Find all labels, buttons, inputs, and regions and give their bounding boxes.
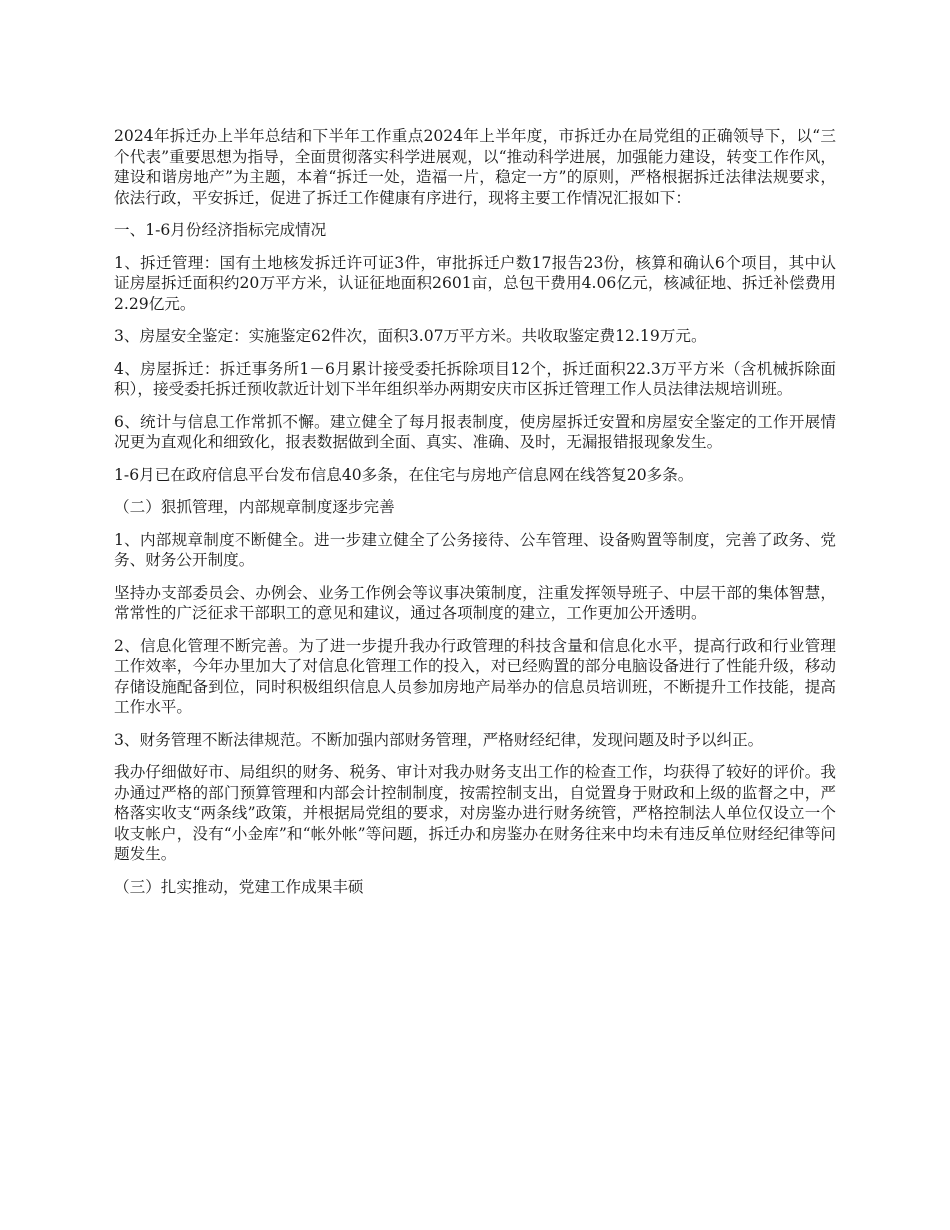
section-heading-management: （二）狠抓管理，内部规章制度逐步完善 [114, 498, 395, 516]
document-body [114, 126, 836, 909]
paragraph-finance: 3、财务管理不断法律规范。不断加强内部财务管理，严格财经纪律，发现问题及时予以纠正。 [114, 730, 764, 749]
paragraph-internal-rules: 1、内部规章制度不断健全。进一步建立健全了公务接待、公车管理、设备购置等制度，完善了政务、党务、财务公开制度。 [114, 530, 836, 569]
section-heading-economic-indicators: 一、1-6月份经济指标完成情况 [114, 221, 327, 239]
paragraph-housing-safety: 3、房屋安全鉴定：实施鉴定62件次，面积3.07万平方米。共收取鉴定费12.19万元。 [114, 327, 707, 345]
paragraph-audit: 我办仔细做好市、局组织的财务、税务、审计对我办财务支出工作的检查工作，均获得了较好的评价。我办通过严格的部门预算管理和内部会计控制制度，按需控制支出，自觉置身于财政和上级的监督之中，严格落实收支“两条线”政策，并根据局党组的要求，对房鉴办进行财务统管，严格控制法人单位仅设立一个收支帐户，没有“小金库”和“帐外帐”等问题，拆迁办和房鉴办在财务往来中均未有违反单位财经纪律等问题发生。 [114, 763, 836, 863]
section-heading-party-building: （三）扎实推动，党建工作成果丰硕 [114, 877, 364, 896]
paragraph-demolition-management: 1、拆迁管理：国有土地核发拆迁许可证3件，审批拆迁户数17报告23份，核算和确认6个项目，其中认证房屋拆迁面积约20万平方米，认证征地面积2601亩，总包干费用4.06亿元，核减征地、拆迁补偿费用2.29亿元。 [114, 253, 836, 313]
paragraph-housing-demolition: 4、房屋拆迁：拆迁事务所1－6月累计接受委托拆除项目12个，拆迁面积22.3万平方米（含机械拆除面积），接受委托拆迁预收款近计划下半年组织举办两期安庆市区拆迁管理工作人员法律法规培训班。 [114, 359, 836, 398]
paragraph-statistics: 6、统计与信息工作常抓不懈。建立健全了每月报表制度，使房屋拆迁安置和房屋安全鉴定的工作开展情况更为直观化和细致化，报表数据做到全面、真实、准确、及时，无漏报错报现象发生。 [114, 412, 836, 451]
paragraph-info-release: 1-6月已在政府信息平台发布信息40多条，在住宅与房地产信息网在线答复20多条。 [114, 465, 694, 484]
paragraph-informatization: 2、信息化管理不断完善。为了进一步提升我办行政管理的科技含量和信息化水平，提高行政和行业管理工作效率，今年办里加大了对信息化管理工作的投入，对已经购置的部分电脑设备进行了性能升级，移动存储设施配备到位，同时积极组织信息人员参加房地产局举办的信息员培训班，不断提升工作技能，提高工作水平。 [114, 636, 836, 716]
paragraph-decision-system: 坚持办支部委员会、办例会、业务工作例会等议事决策制度，注重发挥领导班子、中层干部的集体智慧，常常性的广泛征求干部职工的意见和建议，通过各项制度的建立，工作更加公开透明。 [114, 583, 836, 622]
intro-paragraph: 2024年拆迁办上半年总结和下半年工作重点2024年上半年度，市拆迁办在局党组的正确领导下，以“三个代表”重要思想为指导，全面贯彻落实科学进展观，以“推动科学进展，加强能力建设，转变工作作风，建设和谐房地产”为主题，本着“拆迁一处，造福一片，稳定一方”的原则，严格根据拆迁法律法规要求，依法行政，平安拆迁，促进了拆迁工作健康有序进行，现将主要工作情况汇报如下： [114, 127, 836, 207]
